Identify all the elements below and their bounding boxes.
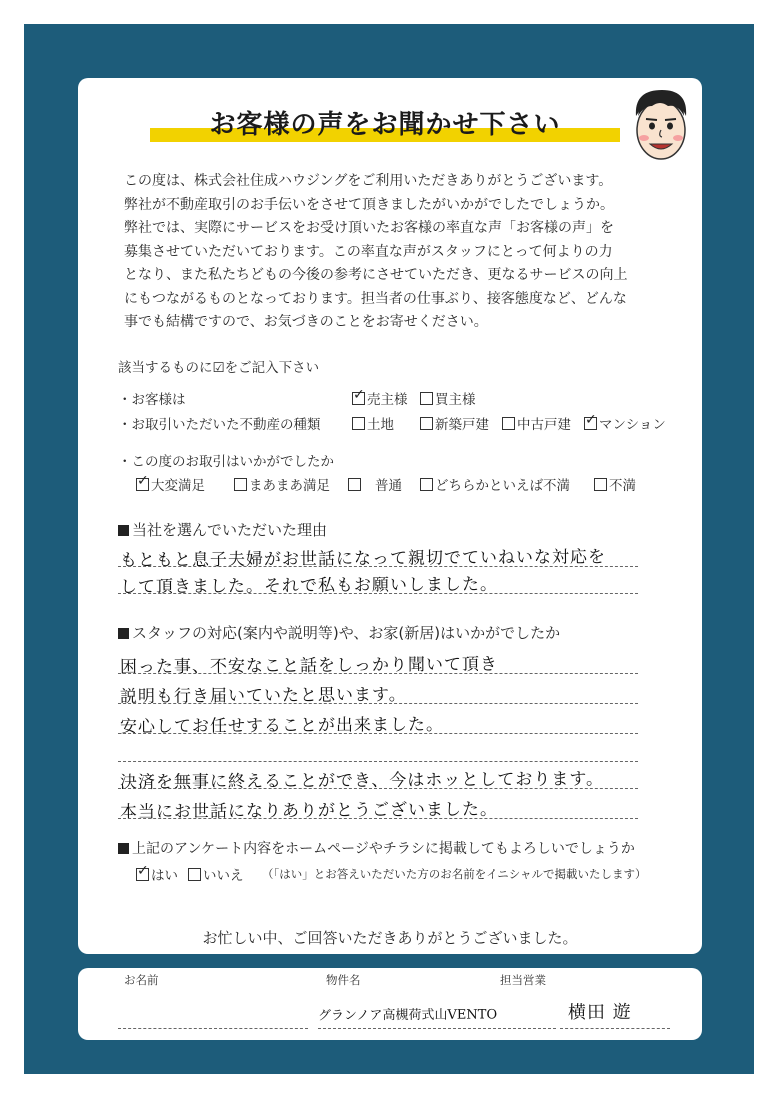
checkbox[interactable] [594,478,607,491]
dotted-line [118,703,638,704]
thanks-message: お忙しい中、ご回答いただきありがとうございました。 [202,929,578,947]
satisfaction-label: ・この度のお取引はいかがでしたか [118,454,334,470]
option-land[interactable]: 土地 [352,413,394,433]
option-buyer[interactable]: 買主様 [420,388,476,408]
page-title: お客様の声をお聞かせ下さい [209,110,561,140]
checkbox-checked[interactable] [584,417,597,430]
staff-answer-line: 困った事、不安なこと話をしっかり聞いて頂き [119,654,499,678]
staff-answer-line: 本当にお世話になりありがとうございました。 [119,799,499,823]
option-mansion[interactable]: ✓ マンション [584,413,666,433]
checkbox[interactable] [420,392,433,405]
intro-text [124,170,684,335]
dotted-line [118,788,638,789]
checkbox-checked[interactable] [136,478,149,491]
dotted-line [118,566,638,567]
intro-line: 弊社では、実際にサービスをお受け頂いたお客様の率直な声「お客様の声」を [124,220,614,236]
checkbox[interactable] [348,478,361,491]
checkbox[interactable] [234,478,247,491]
property-type-label: ・お取引いただいた不動産の種類 [118,417,321,433]
staff-answer-line: 安心してお任せすることが出来ました。 [119,714,445,738]
title-block [150,100,620,148]
property-signature-line [318,1028,556,1029]
checkbox[interactable] [420,417,433,430]
option-used-house[interactable]: 中古戸建 [502,413,571,433]
checkbox-checked[interactable] [136,868,149,881]
publish-heading: 上記のアンケート内容をホームページやチラシに掲載してもよろしいでしょうか [118,838,635,858]
option-dissatisfied[interactable]: 不満 [594,474,636,494]
customer-type-label: ・お客様は [118,392,186,408]
dotted-line [118,818,638,819]
intro-line: 募集させていただいております。この率直な声がスタッフにとって何よりの力 [124,243,613,260]
publish-note: （「はい」とお答えいただいた方のお名前をイニシャルで掲載いたします） [262,867,647,881]
property-value: グランノア高槻荷式山VENTO [317,1007,498,1024]
staff-answer-line: 決済を無事に終えることができ、今はホッとしております。 [119,769,605,793]
checkbox[interactable] [502,417,515,430]
name-signature-line [118,1028,308,1029]
checkbox[interactable] [420,478,433,491]
staff-value: 横田 遊 [567,1001,632,1024]
property-label: 物件名 [326,973,361,987]
dotted-line [118,761,638,762]
dotted-line [118,593,638,594]
staff-signature-line [560,1028,670,1029]
name-label: お名前 [124,973,159,987]
reason-answer-line: もともと息子夫婦がお世話になって親切でていねいな対応を [119,547,607,571]
square-bullet-icon [118,843,129,854]
option-seller[interactable]: ✓ 売主様 [352,388,408,408]
intro-line: となり、また私たちどもの今後の参考にさせていただき、更なるサービスの向上 [124,267,628,283]
square-bullet-icon [118,628,129,639]
dotted-line [118,673,638,674]
checkbox-checked[interactable] [352,392,365,405]
reason-heading: 当社を選んでいただいた理由 [118,519,327,540]
option-new-house[interactable]: 新築戸建 [420,413,489,433]
intro-line: 事でも結構ですので、お気づきのことをお寄せください。 [124,314,488,330]
staff-label: 担当営業 [500,973,546,987]
reason-answer-line: して頂きました。それで私もお願いしました。 [119,574,499,598]
option-publish-yes[interactable]: ✓ はい [136,864,178,884]
dotted-line [118,733,638,734]
intro-line: 弊社が不動産取引のお手伝いをさせて頂きましたがいかがでしたでしょうか。 [124,196,614,213]
square-bullet-icon [118,525,129,536]
staff-heading: スタッフの対応(案内や説明等)や、お家(新居)はいかがでしたか [118,622,560,643]
intro-line: この度は、株式会社住成ハウジングをご利用いただきありがとうございます。 [124,173,613,189]
mascot-face-icon [624,86,698,166]
option-normal[interactable]: 普通 [348,474,402,494]
option-very-satisfied[interactable]: ✓ 大変満足 [136,474,205,494]
check-instruction: 該当するものに☑をご記入下さい [118,360,320,376]
intro-line: にもつながるものとなっております。担当者の仕事ぶり、接客態度など、どんな [124,290,627,307]
staff-answer-line: 説明も行き届いていたと思います。 [119,684,407,708]
option-fairly-satisfied[interactable]: まあまあ満足 [234,474,330,494]
option-publish-no[interactable]: いいえ [188,864,244,884]
option-somewhat-dissatisfied[interactable]: どちらかといえば不満 [420,474,570,494]
checkbox[interactable] [188,868,201,881]
checkbox[interactable] [352,417,365,430]
